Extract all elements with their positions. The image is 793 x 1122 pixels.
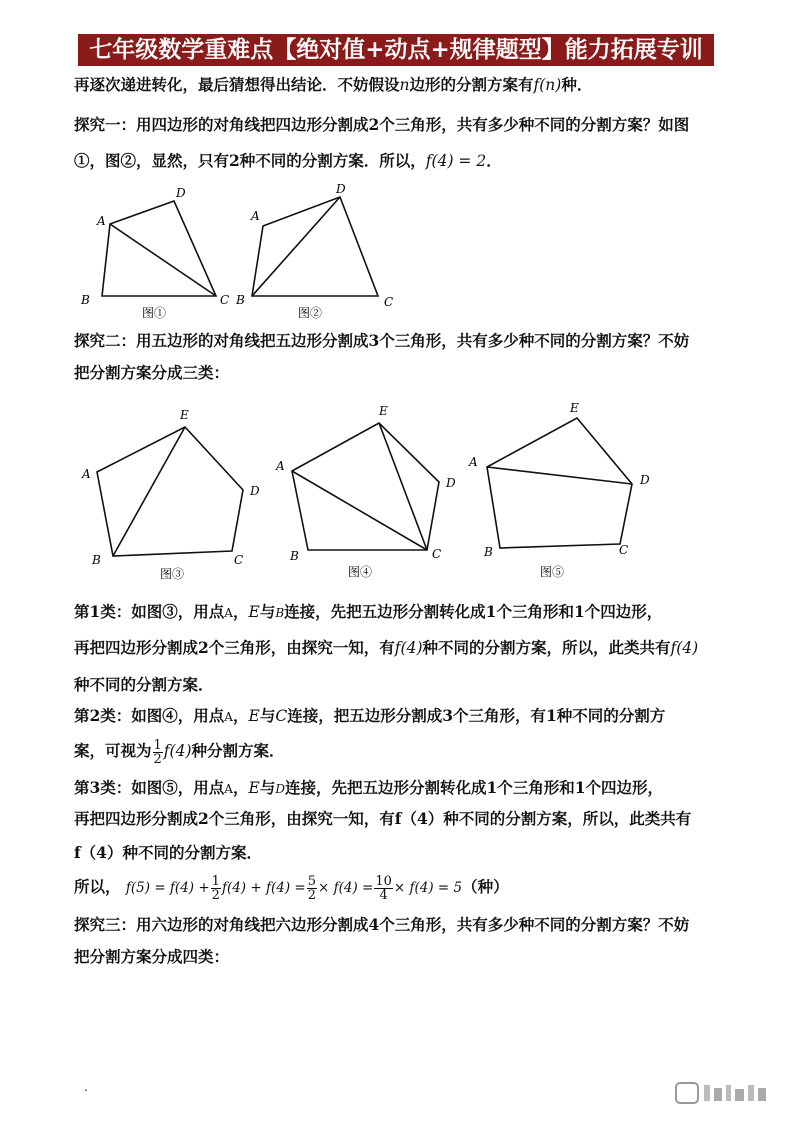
fig5-label-d: D xyxy=(640,473,650,487)
comma: ， xyxy=(232,778,249,797)
fraction-5-2 xyxy=(307,875,317,902)
eq-part-4: × f(4) = 5 xyxy=(393,880,463,896)
numerator: 1 xyxy=(211,873,220,889)
fig4-diagonal-ec xyxy=(379,423,427,550)
fraction-10-4 xyxy=(374,875,393,902)
class1-text-1: 第1类：如图③，用点 xyxy=(74,602,225,621)
f4-term: f(4) xyxy=(163,742,192,760)
fig1-label-c: C xyxy=(220,293,230,307)
class1-line2 xyxy=(74,633,724,663)
explore1-text: ①，图②，显然，只有2种不同的分割方案．所以， xyxy=(74,151,426,170)
unit-kinds: （种） xyxy=(462,877,509,896)
fig5-caption: 图⑤ xyxy=(540,565,565,579)
fig1-label-b: B xyxy=(81,293,90,307)
conclusion-prefix: 所以， xyxy=(74,877,121,896)
class2-text-2: 连接，把五边形分割成3个三角形，有1种不同的分割方 xyxy=(287,706,666,725)
class2-text-1: 第2类：如图④，用点 xyxy=(74,706,225,725)
explore1-period: ． xyxy=(486,151,502,170)
fig1-caption: 图① xyxy=(142,306,167,320)
class1-text-4: 种不同的分割方案，所以，此类共有 xyxy=(422,638,671,657)
fig5-diagonal-ad xyxy=(487,467,632,484)
point-a: A xyxy=(224,710,233,724)
f4-term: f(4) xyxy=(394,639,423,657)
point-d: D xyxy=(275,782,285,796)
explore2-line2: 把分割方案分成三类： xyxy=(74,363,230,382)
word-with: 与 xyxy=(259,706,276,725)
eq-part-2: f(4) + f(4) = xyxy=(221,880,306,896)
class2-line2 xyxy=(74,736,724,766)
class3-line3: f（4）种不同的分割方案． xyxy=(74,843,262,862)
explore3-line1: 探究三：用六边形的对角线把六边形分割成4个三角形，共有多少种不同的分割方案？不妨 xyxy=(74,915,690,934)
fig3-diagonal-eb xyxy=(113,427,185,556)
fig5-pentagon xyxy=(487,418,632,548)
fig1-quadrilateral xyxy=(102,201,216,296)
comma: ， xyxy=(232,602,249,621)
fig3-label-d: D xyxy=(250,484,260,498)
fig3-label-c: C xyxy=(234,553,244,567)
explore2-line1: 探究二：用五边形的对角线把五边形分割成3个三角形，共有多少种不同的分割方案？不妨 xyxy=(74,331,690,350)
denominator: 2 xyxy=(211,887,220,903)
class2-line1 xyxy=(74,701,724,732)
fig2-label-b: B xyxy=(236,293,245,307)
class2-text-4: 种分割方案． xyxy=(191,741,285,760)
point-e: E xyxy=(248,779,260,797)
explore1-line1: 探究一：用四边形的对角线把四边形分割成2个三角形，共有多少种不同的分割方案？如图 xyxy=(74,115,690,134)
numerator: 1 xyxy=(153,737,162,753)
intro-paragraph xyxy=(74,70,724,100)
denominator: 4 xyxy=(379,887,388,903)
fig3-pentagon xyxy=(97,427,243,556)
comma: ， xyxy=(232,706,249,725)
fig4-diagonal-ac xyxy=(292,471,427,550)
class1-line1 xyxy=(74,597,724,628)
numerator: 10 xyxy=(375,873,392,889)
fig2-diagonal-bd xyxy=(252,197,340,296)
denominator: 2 xyxy=(153,751,162,767)
var-n: n xyxy=(399,76,410,94)
explore3-line2: 把分割方案分成四类： xyxy=(74,947,230,966)
class1-text-3: 再把四边形分割成2个三角形，由探究一知，有 xyxy=(74,638,395,657)
intro-text-3: 种． xyxy=(561,75,593,94)
fig1-label-d: D xyxy=(176,186,186,200)
fig4-label-b: B xyxy=(290,549,299,563)
point-b: B xyxy=(275,606,285,620)
fig5-label-b: B xyxy=(484,545,493,559)
fig5-label-a: A xyxy=(469,455,478,469)
header-banner: 七年级数学重难点【绝对值+动点+规律题型】能力拓展专训 xyxy=(78,34,714,66)
class2-text-3: 案，可视为 xyxy=(74,741,152,760)
fig3-label-a: A xyxy=(82,467,91,481)
eq-part-1: f(5) = f(4) + xyxy=(125,880,210,896)
fig4-label-c: C xyxy=(432,547,442,561)
fig1-label-a: A xyxy=(97,214,106,228)
intro-text-2: 边形的分割方案有 xyxy=(409,75,534,94)
class3-text-2: 连接，先把五边形分割转化成1个三角形和1个四边形， xyxy=(284,778,664,797)
figure-pentagons xyxy=(70,398,690,588)
func-fn: f(n) xyxy=(533,76,562,94)
point-e: E xyxy=(248,707,260,725)
fig2-caption: 图② xyxy=(298,306,323,320)
point-a: A xyxy=(224,606,233,620)
eq-part-3: × f(4) = xyxy=(317,880,374,896)
fig4-label-a: A xyxy=(276,459,285,473)
class3-text-1: 第3类：如图⑤，用点 xyxy=(74,778,225,797)
fig3-label-e: E xyxy=(180,408,189,422)
fig2-label-c: C xyxy=(384,295,394,309)
point-c: C xyxy=(275,707,288,725)
denominator: 2 xyxy=(307,887,316,903)
fig4-caption: 图④ xyxy=(348,565,373,579)
fig2-quadrilateral xyxy=(252,197,378,296)
intro-text-1: 再逐次递进转化，最后猜想得出结论．不妨假设 xyxy=(74,75,400,94)
numerator: 5 xyxy=(307,873,316,889)
fraction-1-2 xyxy=(211,875,221,902)
f4-term: f(4) xyxy=(670,639,699,657)
class1-line3: 种不同的分割方案． xyxy=(74,675,214,694)
explore1-line2 xyxy=(74,146,724,176)
fig4-label-e: E xyxy=(379,404,388,418)
fig3-caption: 图③ xyxy=(160,567,185,581)
fig2-label-d: D xyxy=(336,182,346,196)
class3-line2: 再把四边形分割成2个三角形，由探究一知，有f（4）种不同的分割方案，所以，此类共有 xyxy=(74,809,692,828)
fig2-label-a: A xyxy=(251,209,260,223)
class3-line1 xyxy=(74,773,724,804)
fraction-one-half xyxy=(153,739,163,766)
conclusion-line xyxy=(74,872,724,903)
figure-quadrilaterals xyxy=(70,180,410,325)
fig4-label-d: D xyxy=(446,476,456,490)
word-with: 与 xyxy=(259,602,276,621)
fig5-label-e: E xyxy=(570,401,579,415)
f4-equals-2: f(4) = 2 xyxy=(425,152,487,170)
word-with: 与 xyxy=(259,778,276,797)
point-a: A xyxy=(224,782,233,796)
class1-text-2: 连接，先把五边形分割转化成1个三角形和1个四边形， xyxy=(284,602,663,621)
point-e: E xyxy=(248,603,260,621)
fig5-label-c: C xyxy=(619,543,629,557)
fig4-pentagon xyxy=(292,423,439,550)
watermark-logo-icon xyxy=(672,1080,780,1106)
footer-dot: . xyxy=(84,1080,88,1094)
fig3-label-b: B xyxy=(92,553,101,567)
